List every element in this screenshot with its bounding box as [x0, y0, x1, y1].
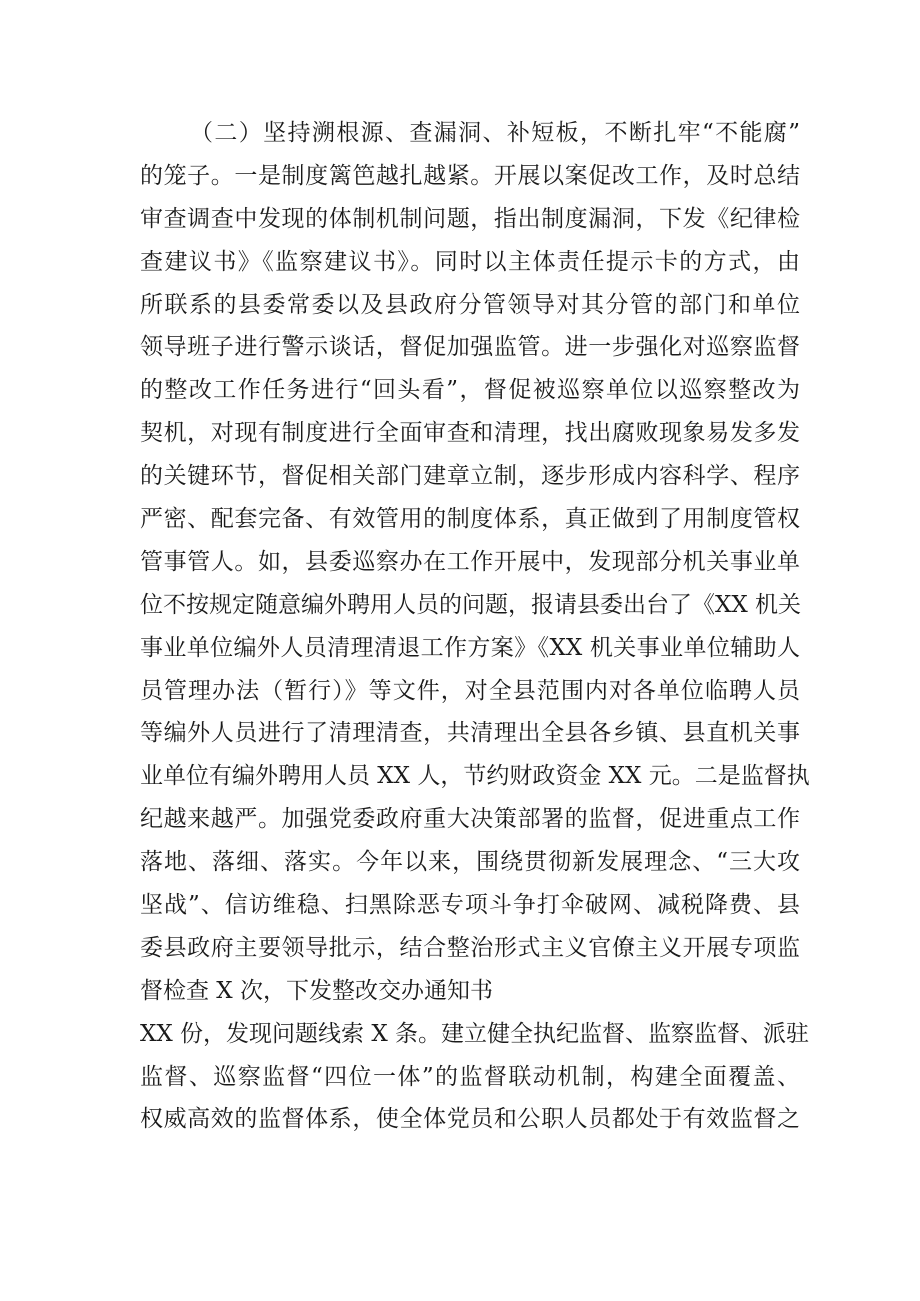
- text-line: 委县政府主要领导批示，结合整治形式主义官僚主义开展专项监: [140, 934, 800, 961]
- text-line: 业单位有编外聘用人员 XX 人，节约财政资金 XX 元。二是监督执: [140, 763, 810, 790]
- text-line: 权威高效的监督体系，使全体党员和公职人员都处于有效监督之: [140, 1106, 800, 1133]
- text-line: 管事管人。如，县委巡察办在工作开展中，发现部分机关事业单: [140, 548, 800, 575]
- text-line: 契机，对现有制度进行全面审查和清理，找出腐败现象易发多发: [140, 420, 800, 447]
- text-line: 坚战”、信访维稳、扫黑除恶专项斗争打伞破网、减税降费、县: [140, 892, 800, 919]
- text-line: 审查调查中发现的体制机制问题，指出制度漏洞，下发《纪律检: [140, 205, 800, 232]
- text-line: 督检查 X 次，下发整改交办通知书: [140, 977, 493, 1004]
- text-line: 位不按规定随意编外聘用人员的问题，报请县委出台了《XX 机关: [140, 591, 802, 618]
- text-line: 的关键环节，督促相关部门建章立制，逐步形成内容科学、程序: [140, 463, 800, 490]
- text-line: 的整改工作任务进行“回头看”，督促被巡察单位以巡察整改为: [140, 377, 800, 404]
- text-line: 事业单位编外人员清理清退工作方案》《XX 机关事业单位辅助人: [140, 634, 800, 661]
- text-line: 纪越来越严。加强党委政府重大决策部署的监督，促进重点工作: [140, 806, 800, 833]
- text-line: XX 份，发现问题线索 X 条。建立健全执纪监督、监察监督、派驻: [140, 1020, 810, 1047]
- text-line: （二）坚持溯根源、查漏洞、补短板，不断扎牢“不能腐”: [190, 120, 800, 146]
- text-line: 员管理办法（暂行）》等文件，对全县范围内对各单位临聘人员: [140, 677, 800, 704]
- text-line: 等编外人员进行了清理清查，共清理出全县各乡镇、县直机关事: [140, 720, 800, 747]
- text-line: 领导班子进行警示谈话，督促加强监管。进一步强化对巡察监督: [140, 334, 800, 361]
- text-line: 的笼子。一是制度篱笆越扎越紧。开展以案促改工作，及时总结: [140, 162, 800, 189]
- text-line: 严密、配套完备、有效管用的制度体系，真正做到了用制度管权: [140, 506, 800, 533]
- text-line: 监督、巡察监督“四位一体”的监督联动机制，构建全面覆盖、: [140, 1063, 800, 1090]
- text-line: 查建议书》《监察建议书》。同时以主体责任提示卡的方式，由: [140, 248, 800, 275]
- text-line: 落地、落细、落实。今年以来，围绕贯彻新发展理念、“三大攻: [140, 849, 800, 876]
- body-paragraph: [140, 112, 810, 1141]
- text-line: 所联系的县委常委以及县政府分管领导对其分管的部门和单位: [140, 291, 800, 318]
